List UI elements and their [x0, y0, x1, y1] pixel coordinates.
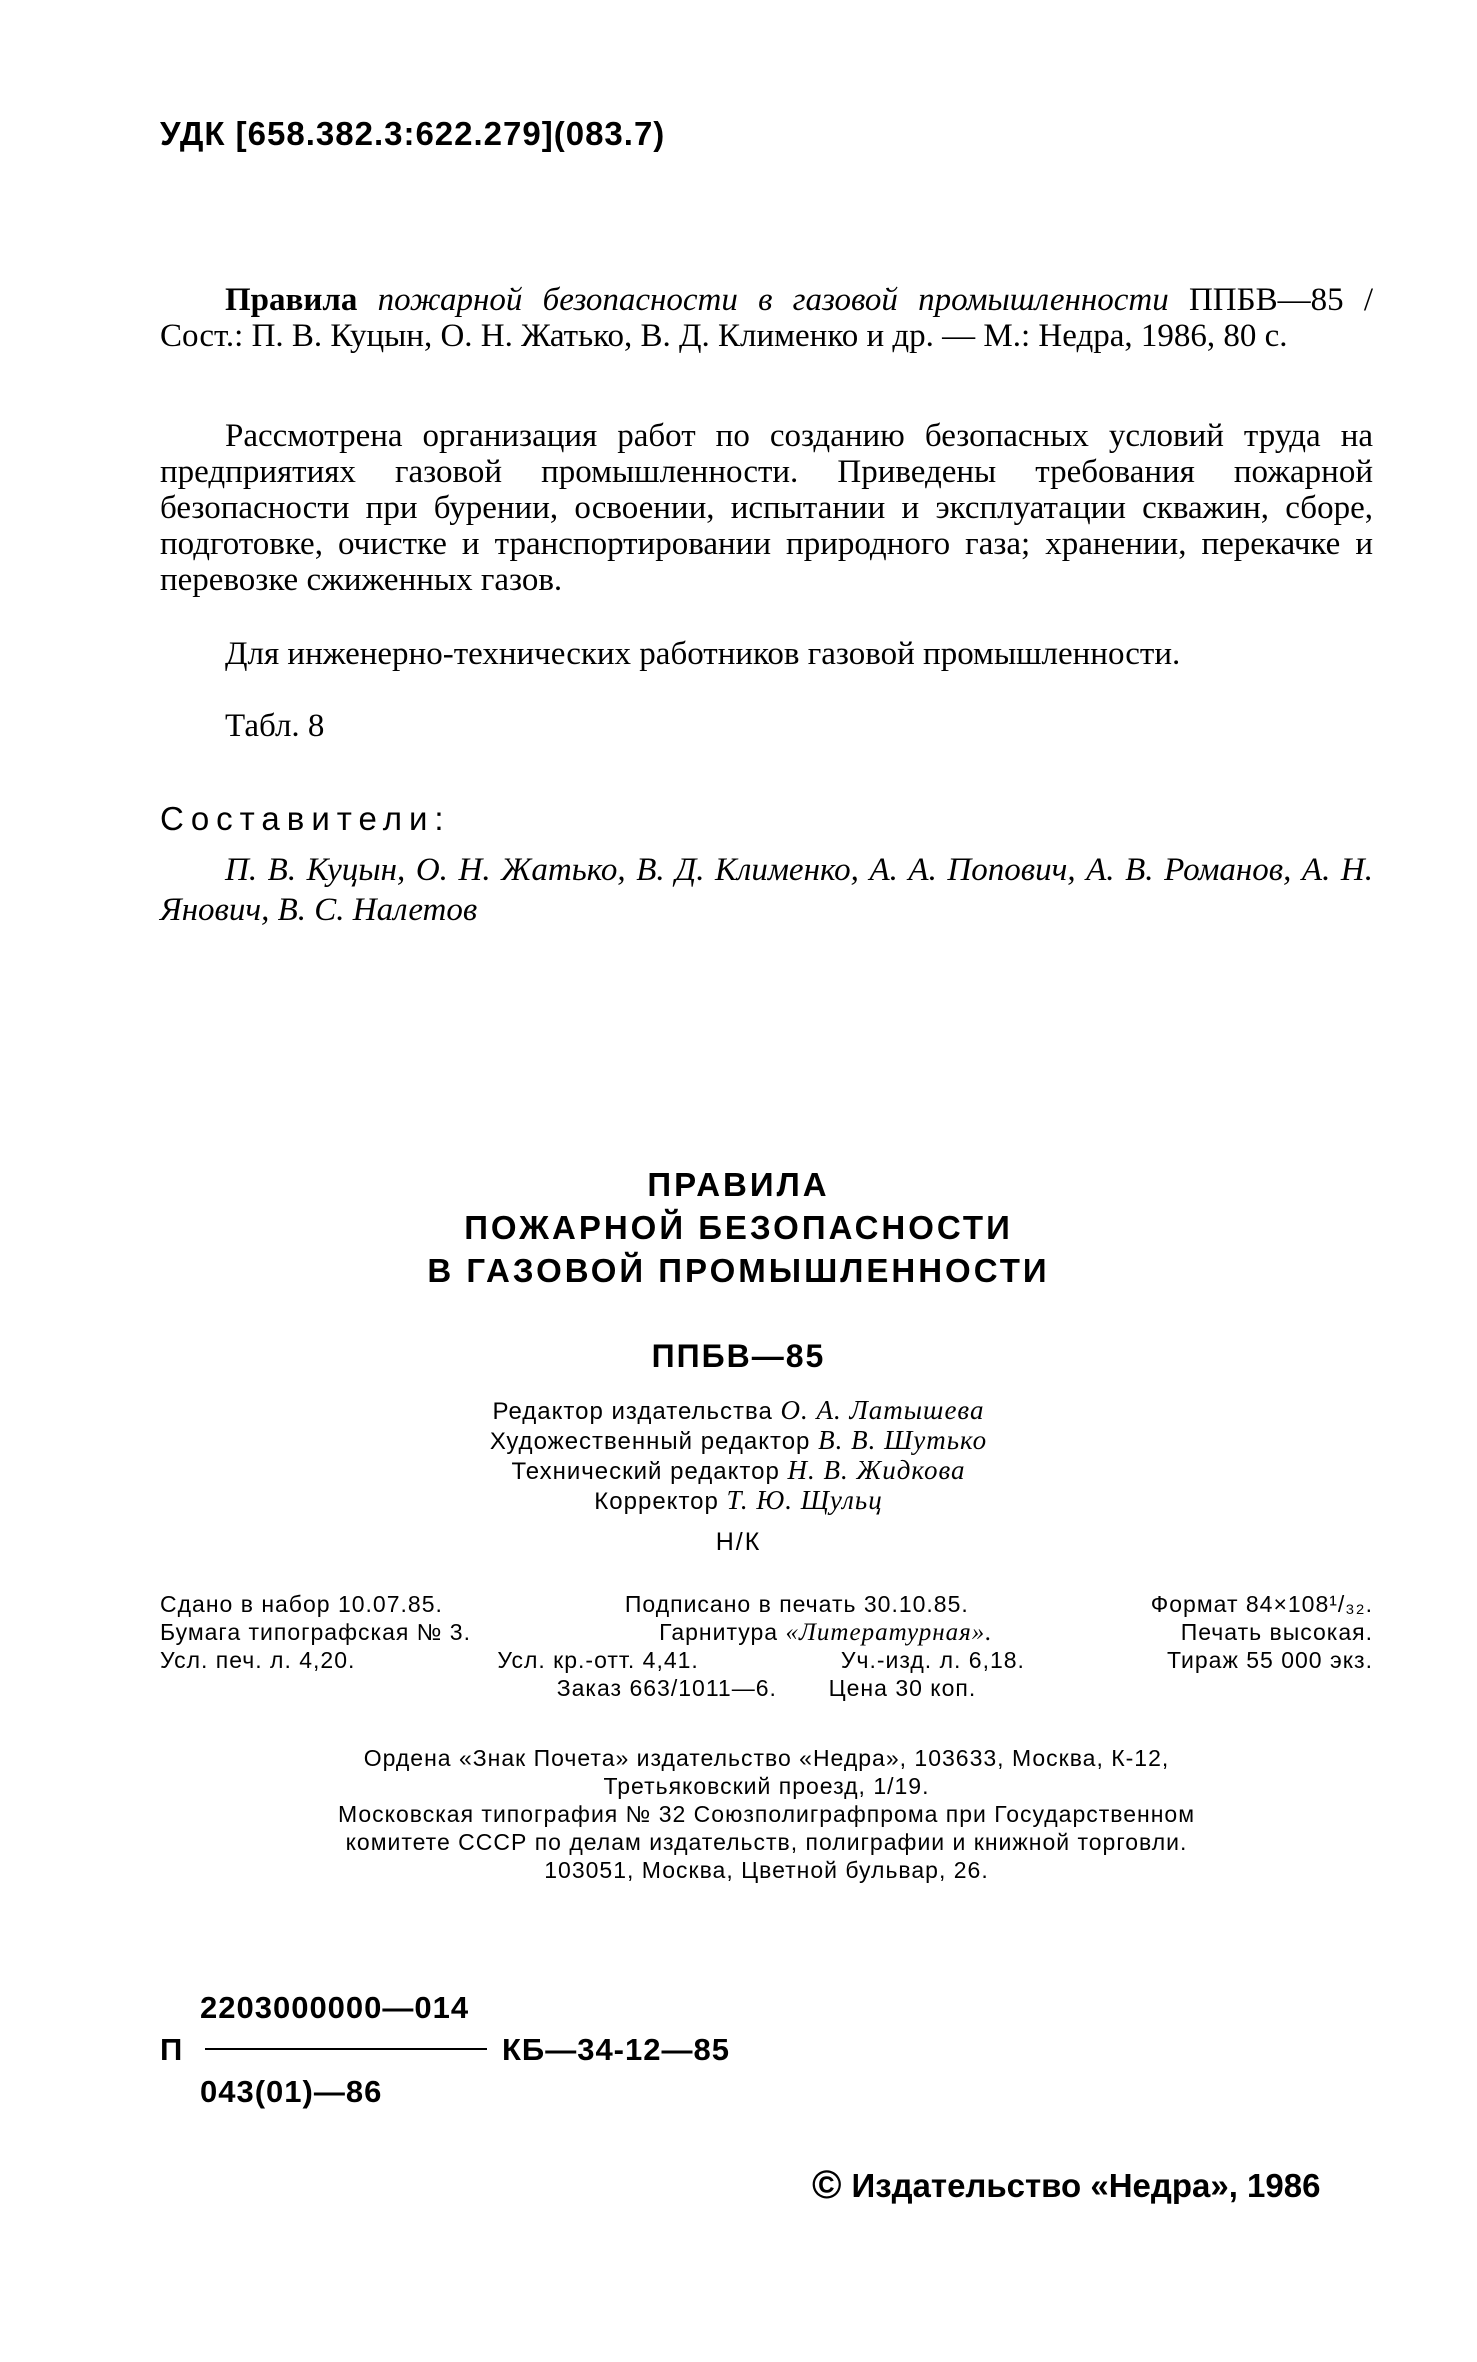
imprint-paper: Бумага типографская № 3. [160, 1619, 471, 1645]
staff-art-role: Художественный редактор [489, 1428, 811, 1455]
copyright [812, 2163, 1320, 2208]
imprint-row-1 [160, 1590, 1373, 1618]
imprint-row-3 [160, 1646, 1373, 1674]
staff-tech-editor [0, 1455, 1477, 1487]
staff-art-editor [0, 1425, 1477, 1457]
staff-art-name: В. В. Шутько [818, 1425, 988, 1455]
staff-proof-name: Т. Ю. Щульц [726, 1485, 883, 1515]
index-kb-code: КБ—34-12—85 [502, 2032, 730, 2067]
imprint-row-4 [160, 1674, 1373, 1702]
imprint-format: Формат 84×108¹/₃₂. [1150, 1591, 1373, 1617]
audience-text: Для инженерно-технических работников газовой промышленности. [225, 636, 1181, 672]
book-code: ППБВ—85 [651, 1338, 826, 1374]
index-letter: П [160, 2032, 183, 2067]
imprint-typeface-name: «Литературная». [785, 1619, 993, 1646]
staff-tech-name: Н. В. Жидкова [787, 1455, 966, 1485]
biblio-details: ППБВ—85 / Сост.: П. В. Куцын, О. Н. Жатько, В. Д. Клименко и др. — М.: Недра, 1986, 80 с. [160, 282, 1373, 354]
compilers-names: П. В. Куцын, О. Н. Жатько, В. Д. Клименко, А. А. Попович, А. В. Романов, А. Н. Янович, В. С. Налетов [160, 852, 1373, 928]
imprint-tirazh: Тираж 55 000 экз. [1166, 1647, 1373, 1673]
imprint-order: Заказ 663/1011—6. [556, 1675, 777, 1701]
staff-tech-role: Технический редактор [511, 1458, 780, 1485]
book-title-line-1: ПРАВИЛА [647, 1166, 830, 1203]
index-numerator: 2203000000—014 [200, 1990, 470, 2025]
staff-editor-role: Редактор издательства [492, 1398, 773, 1425]
staff-proof-role: Корректор [594, 1488, 719, 1515]
staff-proofreader [0, 1485, 1477, 1517]
index-denominator: 043(01)—86 [200, 2074, 383, 2109]
imprint-usl-pech: Усл. печ. л. 4,20. [160, 1647, 356, 1673]
staff-editor-name: О. А. Латышева [780, 1395, 985, 1425]
bibliographic-description [160, 282, 1373, 354]
copyright-icon: © [812, 2163, 842, 2207]
imprint-typeface-label: Гарнитура [659, 1619, 779, 1645]
annotation-summary [160, 418, 1373, 598]
imprint-typeface [659, 1618, 992, 1647]
imprint-price: Цена 30 коп. [828, 1675, 977, 1701]
imprint-usl-kr: Усл. кр.-отт. 4,41. [497, 1647, 699, 1673]
printer-line-2: комитете СССР по делам издательств, полиграфии и книжной торговли. [345, 1829, 1188, 1855]
nk-mark: Н/К [715, 1528, 762, 1556]
biblio-lead: Правила [225, 282, 358, 318]
book-title-line-2: ПОЖАРНОЙ БЕЗОПАСНОСТИ [464, 1209, 1013, 1246]
imprint-row-2 [160, 1618, 1373, 1647]
tables-count: Табл. 8 [225, 708, 325, 744]
printer-address: 103051, Москва, Цветной бульвар, 26. [544, 1857, 989, 1883]
printer-line-1: Московская типография № 32 Союзполиграфпрома при Государственном [337, 1801, 1196, 1827]
summary-text: Рассмотрена организация работ по созданию безопасных условий труда на предприятиях газовой промышленности. Приведены требования пожарной безопасности при бурении, освоении, испытании и эксплуатации скважин, сборе, подготовке, очистке и транспортировании природного газа; хранении, перекачке и перевозке сжиженных газов. [160, 418, 1373, 598]
imprint-uch-izd: Уч.-изд. л. 6,18. [840, 1647, 1025, 1673]
imprint-signed: Подписано в печать 30.10.85. [624, 1591, 969, 1617]
imprint-sent: Сдано в набор 10.07.85. [160, 1591, 443, 1617]
index-fraction-line [205, 2048, 487, 2050]
copyright-text: Издательство «Недра», 1986 [851, 2166, 1321, 2204]
annotation-audience [160, 636, 1373, 672]
publisher-line-2: Третьяковский проезд, 1/19. [603, 1773, 930, 1799]
annotation-tables [160, 708, 1373, 744]
udk-code: УДК [658.382.3:622.279](083.7) [160, 115, 666, 152]
imprint-print: Печать высокая. [1180, 1619, 1373, 1645]
biblio-title-italic: пожарной безопасности в газовой промышленности [357, 282, 1169, 318]
book-title-line-3: В ГАЗОВОЙ ПРОМЫШЛЕННОСТИ [427, 1252, 1050, 1289]
staff-editor [0, 1395, 1477, 1427]
publisher-line-1: Ордена «Знак Почета» издательство «Недра», 103633, Москва, К-12, [363, 1745, 1170, 1771]
compilers-heading: Составители: [160, 800, 451, 837]
